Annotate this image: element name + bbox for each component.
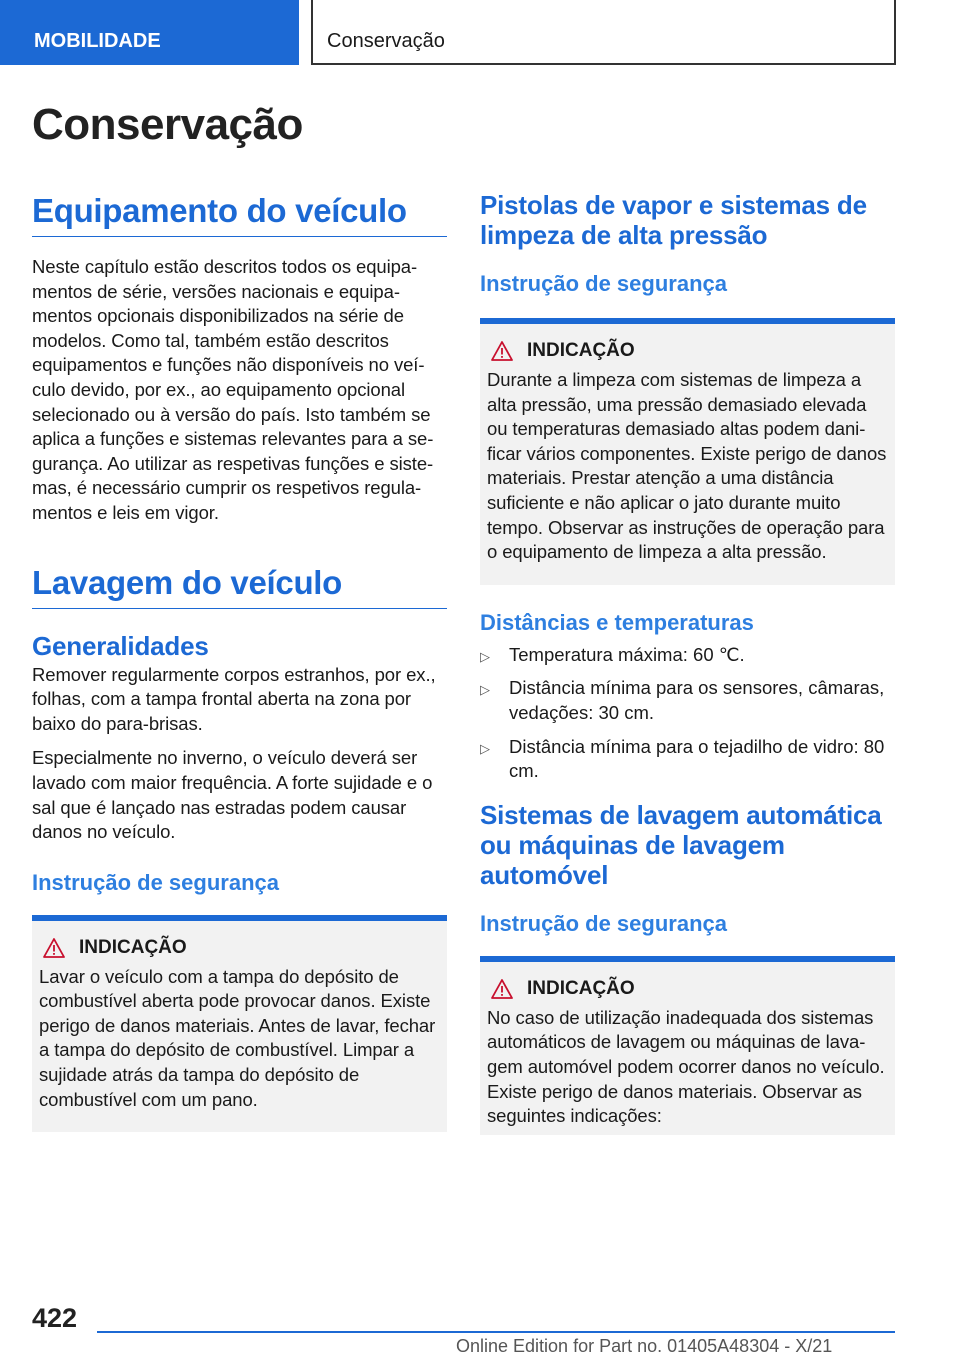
footer-divider [97,1331,895,1333]
note-label: INDICAÇÃO [527,340,635,361]
chapter-tab[interactable]: MOBILIDADE [0,0,299,65]
note-label: INDICAÇÃO [79,936,187,958]
triangle-right-icon: ▷ [480,740,490,756]
heading-general: Generalidades [32,630,209,661]
note-label: INDICAÇÃO [527,977,635,999]
heading-steam-cleaners: Pistolas de vapor e sistemas de limpeza de alta pressão [480,190,867,250]
right-column [480,190,895,1135]
note-text: Lavar o veículo com a tampa do depósito de combustível aberta pode provocar danos. Existe perigo de danos materiais. Antes de lavar, fechar a tampa do depósito de combustível. Limpar a sujidade atrás da tampa do depósito de combustível com um pano. [39,965,436,1110]
note-box [32,915,447,1133]
list-item [480,735,895,784]
footer-edition: Online Edition for Part no. 01405A48304 - X/21 [456,1336,833,1356]
section-header: Conservação [311,0,896,65]
note-text: No caso de utilização inadequada dos sistemas automáticos de lavagem ou máquinas de lavagem automóvel podem ocorrer danos no veículo. Existe perigo de danos materiais. Observar as seguintes indicações: [487,1006,885,1127]
heading-washing: Lavagem do veículo [32,562,447,609]
list-item-text: Distância mínima para o tejadilho de vidro: 80 cm. [509,735,885,782]
heading-safety-steam: Instrução de segurança [480,271,727,296]
warning-triangle-icon [491,341,513,361]
triangle-right-icon: ▷ [480,648,490,664]
note-box-pressure [480,318,895,585]
note-header [487,340,889,362]
list-item-text: Distância mínima para os sensores, câmaras, vedações: 30 cm. [509,677,885,723]
heading-distances: Distâncias e temperaturas [480,609,754,635]
distances-list [480,643,895,784]
general-text-2: Especialmente no inverno, o veículo deverá ser lavado com maior frequência. A forte sujidade e o sal que é lançado nas estradas podem causar danos no veículo. [32,747,433,843]
page-number: 422 [32,1303,78,1333]
equipment-text: Neste capítulo estão descritos todos os equipamentos de série, versões nacionais e equipamentos opcionais disponibilizados na série de modelos. Como tal, também estão descritos equipamentos e funções não disponíveis no veículo devido, por ex., ao equipamento opcional selecionado ou à versão do país. Isto também se aplica a funções e sistemas relevantes para a segurança. Ao utilizar as respetivas funções e sistemas, é necessário cumprir os respetivos regulamentos e leis em vigor. [32,256,434,523]
list-item-text: Temperatura máxima: 60 ℃. [509,643,745,665]
list-item [480,676,895,725]
note-box-wash [480,956,895,1135]
heading-safety: Instrução de segurança [32,869,279,895]
heading-equipment: Equipamento do veículo [32,190,447,237]
heading-wash-systems: Sistemas de lavagem automática ou máquinas de lavagem automóvel [480,799,882,890]
triangle-right-icon: ▷ [480,682,490,698]
page-title: Conservação [32,100,303,149]
warning-triangle-icon [491,979,513,999]
note-header [487,978,889,1000]
general-text-1: Remover regularmente corpos estranhos, por ex., folhas, com a tampa frontal aberta na zona por baixo do para-brisas. [32,663,436,734]
note-header [39,937,441,959]
note-text: Durante a limpeza com sistemas de limpeza a alta pressão, uma pressão demasiado elevada ou temperaturas demasiado altas podem danificar vários componentes. Existe perigo de danos materiais. Prestar atenção a uma distância suficiente e não aplicar o jato durante muito tempo. Observar as instruções de operação para o equipamento de limpeza a alta pressão. [487,369,887,563]
warning-triangle-icon [43,938,65,958]
list-item [480,643,895,668]
left-column [32,190,447,1132]
heading-safety-wash: Instrução de segurança [480,910,727,936]
